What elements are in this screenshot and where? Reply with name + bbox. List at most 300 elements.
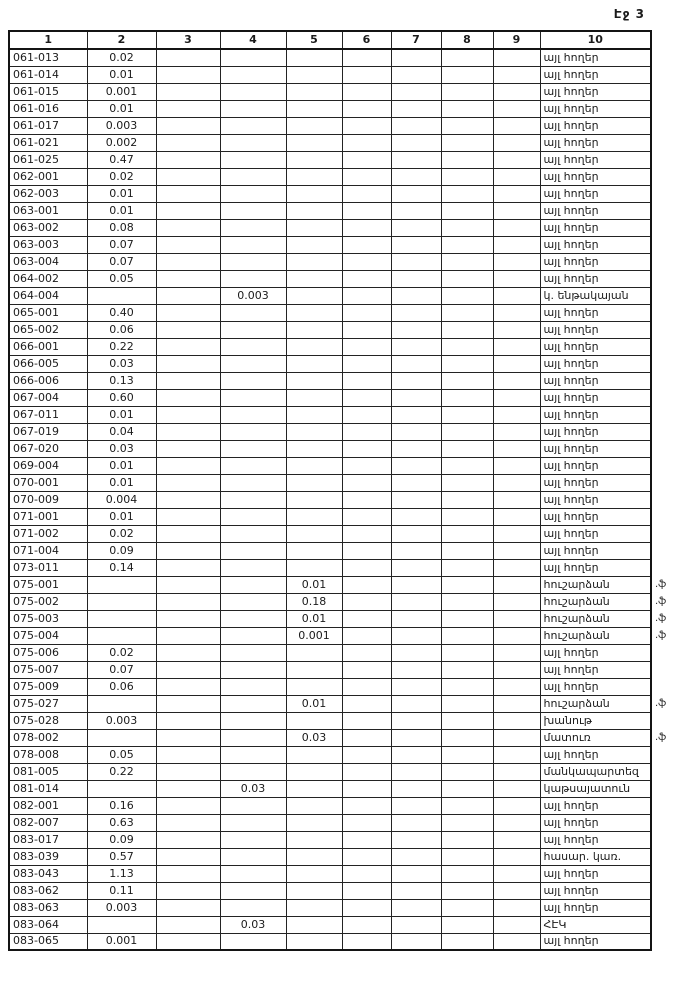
value-cell xyxy=(220,542,286,559)
value-cell: 0.001 xyxy=(87,933,156,950)
value-cell: 0.01 xyxy=(87,100,156,117)
value-cell: 0.14 xyxy=(87,559,156,576)
value-cell: 0.06 xyxy=(87,321,156,338)
value-cell xyxy=(342,712,391,729)
parcel-code-cell: 083-039 xyxy=(9,848,87,865)
value-cell xyxy=(342,559,391,576)
value-cell xyxy=(156,270,220,287)
value-cell xyxy=(441,576,493,593)
value-cell xyxy=(391,644,441,661)
parcel-code-cell: 082-001 xyxy=(9,797,87,814)
value-cell xyxy=(286,134,342,151)
value-cell xyxy=(441,729,493,746)
table-row xyxy=(9,321,651,338)
value-cell xyxy=(441,440,493,457)
value-cell xyxy=(342,746,391,763)
value-cell xyxy=(391,287,441,304)
value-cell xyxy=(441,219,493,236)
value-cell xyxy=(493,899,540,916)
table-row xyxy=(9,797,651,814)
value-cell xyxy=(391,695,441,712)
value-cell xyxy=(87,576,156,593)
value-cell xyxy=(493,253,540,270)
table-row xyxy=(9,270,651,287)
value-cell xyxy=(391,763,441,780)
value-cell xyxy=(342,287,391,304)
table-row xyxy=(9,848,651,865)
land-use-cell: կաթսայատուն xyxy=(540,780,651,797)
value-cell xyxy=(156,814,220,831)
value-cell xyxy=(391,916,441,933)
value-cell xyxy=(220,423,286,440)
value-cell xyxy=(342,49,391,66)
value-cell xyxy=(493,304,540,321)
value-cell xyxy=(493,49,540,66)
table-row xyxy=(9,729,651,746)
value-cell xyxy=(342,508,391,525)
value-cell xyxy=(220,66,286,83)
value-cell xyxy=(342,763,391,780)
value-cell xyxy=(441,882,493,899)
value-cell xyxy=(156,304,220,321)
table-row xyxy=(9,389,651,406)
value-cell xyxy=(156,151,220,168)
land-use-cell: այլ հողեր xyxy=(540,406,651,423)
land-use-cell: այլ հողեր xyxy=(540,100,651,117)
value-cell xyxy=(156,338,220,355)
value-cell xyxy=(220,440,286,457)
value-cell xyxy=(441,763,493,780)
value-cell: 0.18 xyxy=(286,593,342,610)
value-cell xyxy=(220,270,286,287)
land-use-cell: այլ հողեր xyxy=(540,644,651,661)
value-cell xyxy=(220,253,286,270)
value-cell xyxy=(441,321,493,338)
parcel-code-cell: 071-001 xyxy=(9,508,87,525)
value-cell xyxy=(286,559,342,576)
value-cell xyxy=(156,899,220,916)
table-row xyxy=(9,831,651,848)
table-row xyxy=(9,117,651,134)
value-cell xyxy=(286,287,342,304)
value-cell: 0.11 xyxy=(87,882,156,899)
value-cell xyxy=(391,576,441,593)
value-cell xyxy=(342,134,391,151)
value-cell xyxy=(391,236,441,253)
land-use-cell: այլ հողեր xyxy=(540,83,651,100)
parcel-code-cell: 075-027 xyxy=(9,695,87,712)
table-row xyxy=(9,423,651,440)
value-cell xyxy=(391,814,441,831)
value-cell xyxy=(156,66,220,83)
value-cell xyxy=(156,542,220,559)
value-cell xyxy=(220,712,286,729)
land-use-cell: այլ հողեր xyxy=(540,270,651,287)
value-cell xyxy=(286,746,342,763)
value-cell xyxy=(493,338,540,355)
value-cell xyxy=(391,270,441,287)
value-cell xyxy=(156,746,220,763)
value-cell xyxy=(286,219,342,236)
value-cell xyxy=(286,304,342,321)
table-row xyxy=(9,236,651,253)
value-cell xyxy=(342,117,391,134)
land-use-cell: մանկապարտեզ xyxy=(540,763,651,780)
land-use-cell: այլ հողեր xyxy=(540,457,651,474)
table-row xyxy=(9,542,651,559)
value-cell xyxy=(342,865,391,882)
value-cell xyxy=(391,848,441,865)
column-header-3: 3 xyxy=(156,31,220,49)
parcel-code-cell: 061-016 xyxy=(9,100,87,117)
value-cell xyxy=(441,100,493,117)
land-use-cell: այլ հողեր xyxy=(540,168,651,185)
value-cell xyxy=(220,389,286,406)
value-cell xyxy=(441,593,493,610)
value-cell xyxy=(441,270,493,287)
parcel-code-cell: 061-021 xyxy=(9,134,87,151)
table-row xyxy=(9,882,651,899)
value-cell xyxy=(342,355,391,372)
value-cell xyxy=(87,695,156,712)
value-cell xyxy=(391,610,441,627)
value-cell xyxy=(156,253,220,270)
value-cell xyxy=(391,202,441,219)
parcel-code-cell: 070-001 xyxy=(9,474,87,491)
land-use-cell: հուշարձան xyxy=(540,593,651,610)
value-cell xyxy=(391,542,441,559)
land-use-cell: այլ հողեր xyxy=(540,338,651,355)
value-cell xyxy=(391,49,441,66)
value-cell xyxy=(156,712,220,729)
value-cell xyxy=(493,525,540,542)
value-cell xyxy=(286,372,342,389)
value-cell xyxy=(156,321,220,338)
value-cell xyxy=(220,644,286,661)
land-use-cell: այլ հողեր xyxy=(540,219,651,236)
value-cell xyxy=(391,406,441,423)
value-cell xyxy=(391,899,441,916)
value-cell: 0.13 xyxy=(87,372,156,389)
value-cell xyxy=(441,83,493,100)
value-cell xyxy=(441,899,493,916)
table-row xyxy=(9,814,651,831)
value-cell xyxy=(342,270,391,287)
value-cell xyxy=(441,661,493,678)
value-cell: 0.05 xyxy=(87,270,156,287)
value-cell xyxy=(342,729,391,746)
value-cell xyxy=(441,559,493,576)
value-cell: 0.01 xyxy=(87,457,156,474)
value-cell xyxy=(342,814,391,831)
land-use-cell: այլ հողեր xyxy=(540,49,651,66)
land-use-cell: այլ հողեր xyxy=(540,542,651,559)
value-cell xyxy=(391,253,441,270)
value-cell xyxy=(156,576,220,593)
parcel-code-cell: 075-002 xyxy=(9,593,87,610)
value-cell xyxy=(391,729,441,746)
value-cell xyxy=(220,185,286,202)
parcel-code-cell: 061-017 xyxy=(9,117,87,134)
value-cell xyxy=(156,423,220,440)
value-cell xyxy=(156,117,220,134)
value-cell xyxy=(493,933,540,950)
parcel-code-cell: 061-025 xyxy=(9,151,87,168)
value-cell xyxy=(87,916,156,933)
land-parcel-table xyxy=(8,30,652,951)
table-row xyxy=(9,576,651,593)
value-cell xyxy=(156,661,220,678)
value-cell: 0.02 xyxy=(87,525,156,542)
value-cell xyxy=(441,491,493,508)
column-header-9: 9 xyxy=(493,31,540,49)
land-use-cell: խանութ xyxy=(540,712,651,729)
parcel-code-cell: 066-001 xyxy=(9,338,87,355)
table-row xyxy=(9,355,651,372)
value-cell xyxy=(156,729,220,746)
value-cell: 0.01 xyxy=(87,474,156,491)
value-cell: 0.60 xyxy=(87,389,156,406)
value-cell xyxy=(220,100,286,117)
land-use-cell: այլ հողեր xyxy=(540,882,651,899)
land-use-cell: այլ հողեր xyxy=(540,559,651,576)
land-use-cell: ՀԷԿ xyxy=(540,916,651,933)
value-cell xyxy=(493,678,540,695)
parcel-code-cell: 067-019 xyxy=(9,423,87,440)
value-cell xyxy=(493,661,540,678)
value-cell xyxy=(286,151,342,168)
value-cell: 0.09 xyxy=(87,831,156,848)
value-cell xyxy=(156,287,220,304)
value-cell xyxy=(220,219,286,236)
land-use-cell: այլ հողեր xyxy=(540,423,651,440)
value-cell xyxy=(87,287,156,304)
value-cell xyxy=(391,338,441,355)
value-cell: 0.63 xyxy=(87,814,156,831)
value-cell xyxy=(441,117,493,134)
value-cell xyxy=(493,916,540,933)
value-cell xyxy=(156,763,220,780)
column-header-10: 10 xyxy=(540,31,651,49)
value-cell: 0.003 xyxy=(87,117,156,134)
table-row xyxy=(9,593,651,610)
value-cell xyxy=(493,695,540,712)
value-cell xyxy=(441,848,493,865)
table-row xyxy=(9,695,651,712)
table-row xyxy=(9,644,651,661)
value-cell xyxy=(342,831,391,848)
parcel-code-cell: 070-009 xyxy=(9,491,87,508)
value-cell xyxy=(441,678,493,695)
value-cell: 0.47 xyxy=(87,151,156,168)
value-cell xyxy=(220,763,286,780)
value-cell xyxy=(342,83,391,100)
table-row xyxy=(9,440,651,457)
value-cell xyxy=(391,746,441,763)
value-cell xyxy=(441,168,493,185)
value-cell xyxy=(441,814,493,831)
value-cell xyxy=(342,780,391,797)
value-cell xyxy=(391,100,441,117)
value-cell xyxy=(286,66,342,83)
value-cell xyxy=(286,848,342,865)
value-cell xyxy=(493,406,540,423)
table-row xyxy=(9,661,651,678)
value-cell xyxy=(493,168,540,185)
value-cell xyxy=(156,474,220,491)
table-row xyxy=(9,49,651,66)
parcel-code-cell: 062-001 xyxy=(9,168,87,185)
land-use-cell: այլ հողեր xyxy=(540,899,651,916)
value-cell xyxy=(441,831,493,848)
value-cell xyxy=(286,457,342,474)
value-cell xyxy=(286,491,342,508)
value-cell xyxy=(391,117,441,134)
parcel-code-cell: 063-002 xyxy=(9,219,87,236)
column-header-6: 6 xyxy=(342,31,391,49)
value-cell: 0.001 xyxy=(286,627,342,644)
value-cell: 0.01 xyxy=(87,66,156,83)
table-row xyxy=(9,457,651,474)
value-cell xyxy=(441,916,493,933)
table-row xyxy=(9,763,651,780)
value-cell xyxy=(342,933,391,950)
parcel-code-cell: 071-002 xyxy=(9,525,87,542)
value-cell xyxy=(286,797,342,814)
value-cell xyxy=(220,406,286,423)
land-use-cell: այլ հողեր xyxy=(540,66,651,83)
value-cell xyxy=(286,831,342,848)
value-cell xyxy=(286,185,342,202)
parcel-code-cell: 078-002 xyxy=(9,729,87,746)
value-cell xyxy=(391,882,441,899)
value-cell xyxy=(286,389,342,406)
value-cell xyxy=(220,559,286,576)
value-cell xyxy=(156,916,220,933)
value-cell xyxy=(493,576,540,593)
value-cell xyxy=(342,219,391,236)
parcel-code-cell: 069-004 xyxy=(9,457,87,474)
margin-note: .ֆ xyxy=(655,613,667,624)
value-cell xyxy=(342,389,391,406)
parcel-code-cell: 083-064 xyxy=(9,916,87,933)
value-cell: 0.06 xyxy=(87,678,156,695)
value-cell xyxy=(156,83,220,100)
value-cell xyxy=(493,474,540,491)
value-cell: 0.03 xyxy=(220,916,286,933)
land-use-cell: այլ հողեր xyxy=(540,134,651,151)
value-cell xyxy=(342,576,391,593)
value-cell xyxy=(156,882,220,899)
value-cell xyxy=(286,406,342,423)
value-cell xyxy=(493,746,540,763)
value-cell xyxy=(87,780,156,797)
value-cell xyxy=(156,678,220,695)
value-cell xyxy=(156,797,220,814)
page-number-label: Էջ 3 xyxy=(613,7,645,21)
value-cell xyxy=(156,848,220,865)
value-cell xyxy=(441,253,493,270)
parcel-code-cell: 066-006 xyxy=(9,372,87,389)
value-cell xyxy=(87,627,156,644)
parcel-code-cell: 075-006 xyxy=(9,644,87,661)
value-cell: 0.001 xyxy=(87,83,156,100)
land-use-cell: այլ հողեր xyxy=(540,865,651,882)
value-cell xyxy=(342,253,391,270)
value-cell xyxy=(493,508,540,525)
land-use-cell: այլ հողեր xyxy=(540,304,651,321)
value-cell xyxy=(342,321,391,338)
value-cell xyxy=(156,355,220,372)
value-cell xyxy=(220,474,286,491)
value-cell xyxy=(156,933,220,950)
value-cell xyxy=(220,236,286,253)
value-cell xyxy=(220,661,286,678)
value-cell xyxy=(342,440,391,457)
value-cell xyxy=(342,151,391,168)
value-cell xyxy=(156,134,220,151)
value-cell xyxy=(342,236,391,253)
value-cell xyxy=(342,474,391,491)
value-cell xyxy=(156,780,220,797)
land-use-cell: հուշարձան xyxy=(540,576,651,593)
value-cell: 0.003 xyxy=(87,712,156,729)
value-cell xyxy=(441,236,493,253)
value-cell xyxy=(493,644,540,661)
parcel-code-cell: 061-014 xyxy=(9,66,87,83)
value-cell: 0.16 xyxy=(87,797,156,814)
value-cell xyxy=(441,338,493,355)
value-cell xyxy=(220,372,286,389)
value-cell xyxy=(342,423,391,440)
parcel-code-cell: 075-001 xyxy=(9,576,87,593)
table-row xyxy=(9,66,651,83)
value-cell xyxy=(342,797,391,814)
value-cell xyxy=(220,593,286,610)
value-cell: 0.02 xyxy=(87,49,156,66)
value-cell xyxy=(220,933,286,950)
value-cell xyxy=(391,712,441,729)
value-cell: 0.01 xyxy=(87,406,156,423)
land-use-cell: այլ հողեր xyxy=(540,253,651,270)
value-cell xyxy=(220,865,286,882)
value-cell xyxy=(493,423,540,440)
value-cell: 0.07 xyxy=(87,236,156,253)
value-cell xyxy=(220,831,286,848)
value-cell xyxy=(286,508,342,525)
value-cell xyxy=(441,134,493,151)
value-cell xyxy=(441,695,493,712)
value-cell xyxy=(286,525,342,542)
value-cell xyxy=(286,423,342,440)
value-cell xyxy=(441,372,493,389)
value-cell xyxy=(493,321,540,338)
value-cell xyxy=(342,168,391,185)
table-body xyxy=(9,49,651,950)
value-cell xyxy=(391,678,441,695)
value-cell xyxy=(286,440,342,457)
value-cell xyxy=(87,729,156,746)
parcel-code-cell: 083-043 xyxy=(9,865,87,882)
parcel-code-cell: 082-007 xyxy=(9,814,87,831)
value-cell xyxy=(391,780,441,797)
parcel-code-cell: 081-005 xyxy=(9,763,87,780)
value-cell xyxy=(156,389,220,406)
value-cell xyxy=(441,627,493,644)
parcel-code-cell: 061-013 xyxy=(9,49,87,66)
value-cell xyxy=(342,627,391,644)
value-cell xyxy=(391,372,441,389)
